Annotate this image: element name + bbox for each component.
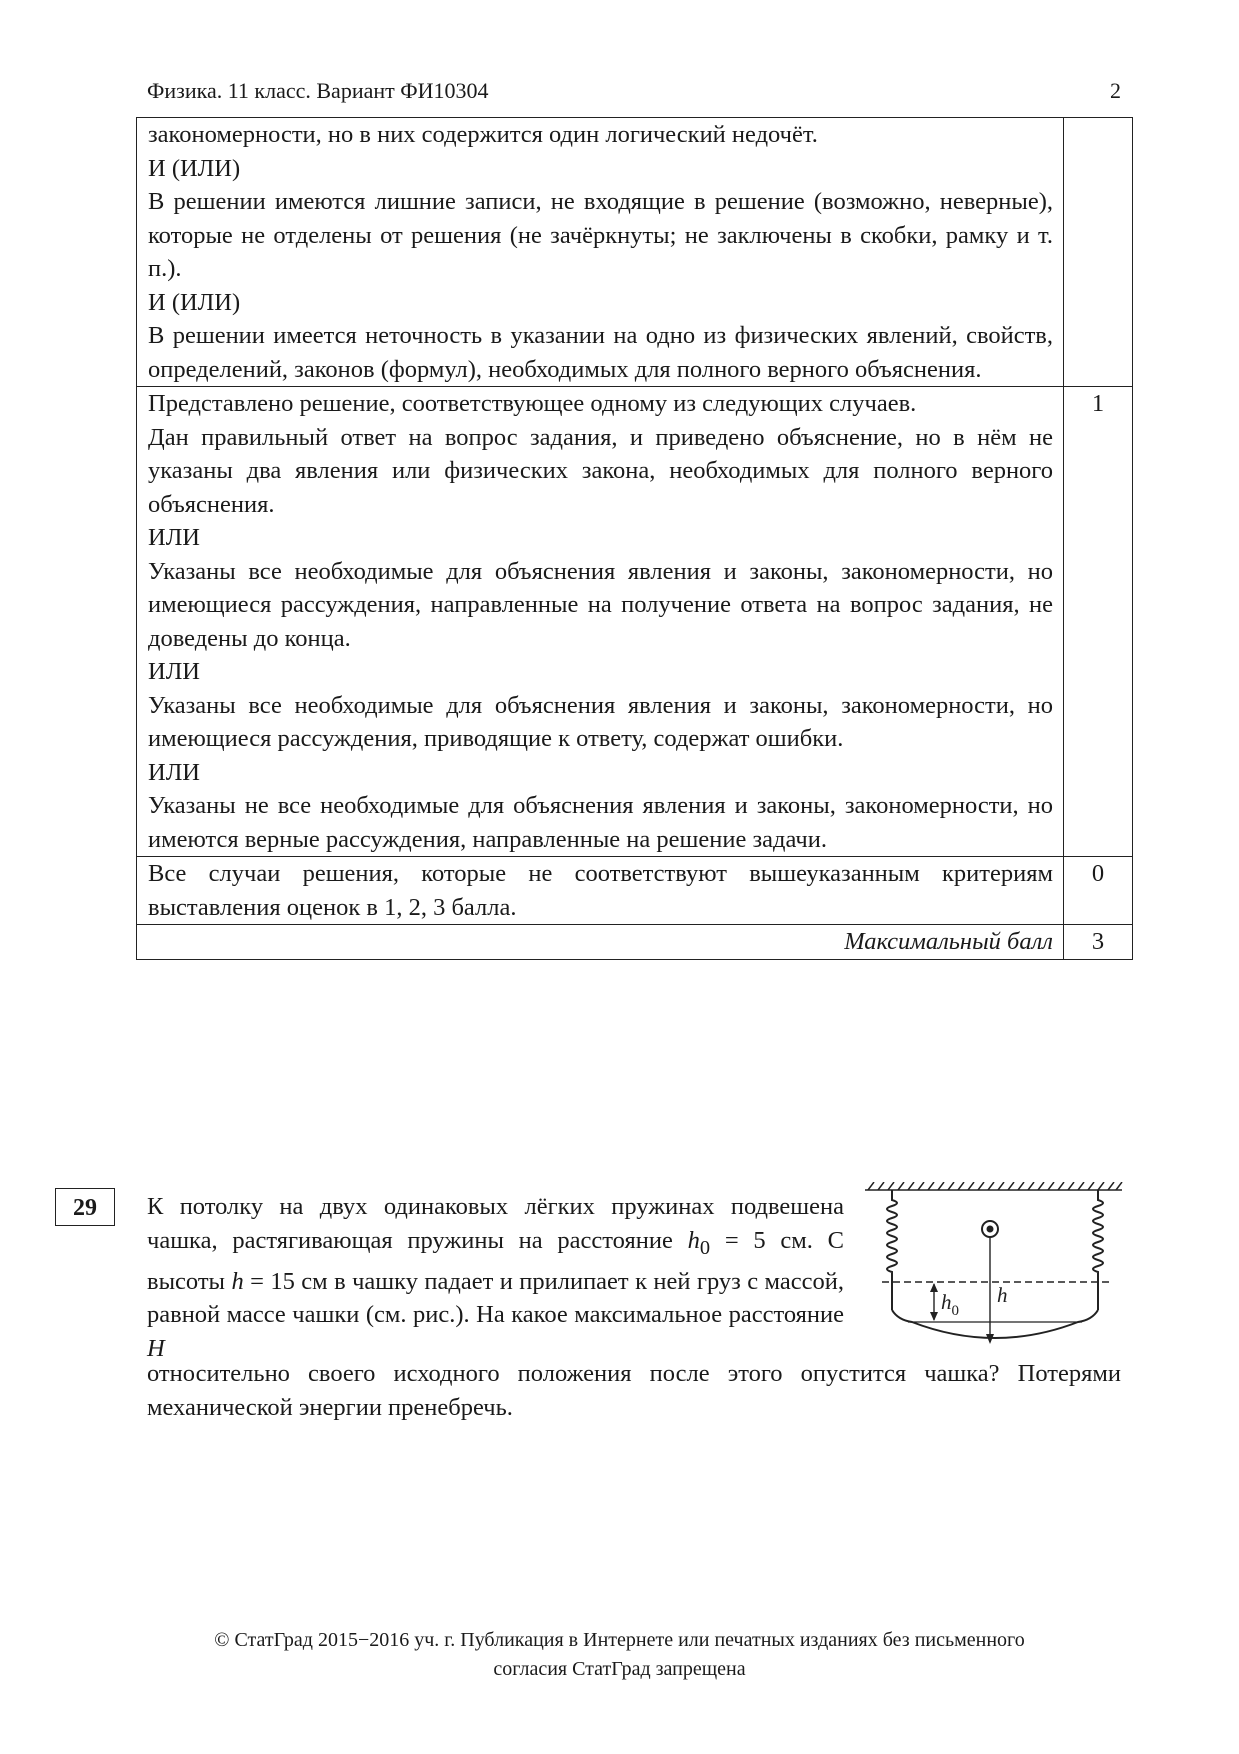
- h-label: h: [997, 1283, 1008, 1307]
- criteria-paragraph: В решении имеется неточность в указании на одно из физических явлений, свойств, определений, законов (формул), необходимых для полного верного объяснения.: [148, 322, 1053, 383]
- score-cell: [1064, 118, 1133, 387]
- var-h: h: [231, 1267, 244, 1295]
- criteria-paragraph: Представлено решение, соответствующее одному из следующих случаев.: [148, 390, 917, 417]
- cup-bottom: [892, 1310, 1098, 1338]
- page-number: 2: [1110, 78, 1121, 103]
- h0-arrow-head-down: [930, 1312, 938, 1321]
- criteria-paragraph: ИЛИ: [148, 524, 201, 551]
- criteria-paragraph: И (ИЛИ): [148, 288, 241, 316]
- h-arrow-head: [986, 1334, 994, 1344]
- ceiling: [865, 1182, 1122, 1190]
- task-text-part: = 5 см. С высоты: [147, 1226, 845, 1295]
- criteria-paragraph: Указаны не все необходимые для объяснения явления и законы, закономерности, но имеются верные рассуждения, направленные на решение задачи.: [148, 792, 1053, 853]
- max-score-label: Максимальный балл: [137, 925, 1064, 960]
- score-cell: 1: [1064, 387, 1133, 857]
- criteria-paragraph: закономерности, но в них содержится один логический недочёт.: [148, 121, 818, 148]
- task-text-part: = 15 см в чашку падает и прилипает к ней груз с массой, равной массе чашки (см. рис.). На какое максимальное расстояние: [147, 1267, 845, 1329]
- falling-weight-core: [987, 1226, 994, 1233]
- criteria-row-max: [137, 925, 1133, 960]
- var-h0: h: [687, 1226, 700, 1254]
- task-statement: [147, 1190, 844, 1365]
- criteria-paragraph: И (ИЛИ): [148, 154, 241, 182]
- criteria-row-score-1: [137, 387, 1133, 857]
- left-spring: [887, 1190, 897, 1282]
- task-statement-continuation: относительно своего исходного положения после этого опустится чашка? Потерями механической энергии пренебречь.: [147, 1360, 1121, 1421]
- var-H: H: [147, 1334, 165, 1362]
- criteria-row-score-0: [137, 857, 1133, 925]
- footer-line-2: согласия СтатГрад запрещена: [493, 1658, 746, 1680]
- grading-criteria-table: [136, 117, 1133, 960]
- task-text-part: К потолку на двух одинаковых лёгких пружинах подвешена чашка, растягивающая пружины на расстояние: [147, 1193, 844, 1254]
- cup-on-springs-figure: [862, 1182, 1125, 1352]
- criteria-paragraph: В решении имеются лишние записи, не входящие в решение (возможно, неверные), которые не отделены от решения (не зачёркнуты; не заключены в скобки, рамку и т. п.).: [148, 188, 1053, 282]
- h0-label: $h_0$: [941, 1290, 959, 1319]
- criteria-text-cell: Все случаи решения, которые не соответствуют вышеуказанным критериям выставления оценок в 1, 2, 3 балла.: [137, 857, 1064, 925]
- right-spring: [1093, 1190, 1103, 1282]
- criteria-paragraph: ИЛИ: [148, 658, 201, 685]
- var-h0-sub: 0: [699, 1236, 711, 1259]
- criteria-text-cell: [137, 118, 1064, 387]
- criteria-text-cell: [137, 387, 1064, 857]
- h0-arrow-head-up: [930, 1283, 938, 1292]
- criteria-paragraph: Указаны все необходимые для объяснения явления и законы, закономерности, но имеющиеся рассуждения, направленные на получение ответа на вопрос задания, не доведены до конца.: [148, 557, 1053, 652]
- page-header: [147, 78, 1121, 104]
- max-score-value: 3: [1064, 925, 1133, 960]
- footer-line-1: © СтатГрад 2015−2016 уч. г. Публикация в Интернете или печатных изданиях без письменного: [214, 1629, 1025, 1651]
- criteria-paragraph: Указаны все необходимые для объяснения явления и законы, закономерности, но имеющиеся рассуждения, приводящие к ответу, содержат ошибки.: [148, 691, 1053, 752]
- document-title: Физика. 11 класс. Вариант ФИ10304: [147, 78, 489, 103]
- criteria-paragraph: ИЛИ: [148, 758, 201, 786]
- criteria-paragraph: Дан правильный ответ на вопрос задания, и приведено объяснение, но в нём не указаны два явления или физических закона, необходимых для полного верного объяснения.: [148, 423, 1053, 518]
- task-number: 29: [55, 1188, 115, 1226]
- score-cell: 0: [1064, 857, 1133, 925]
- page-footer: [100, 1626, 1139, 1684]
- criteria-row-continuation: [137, 118, 1133, 387]
